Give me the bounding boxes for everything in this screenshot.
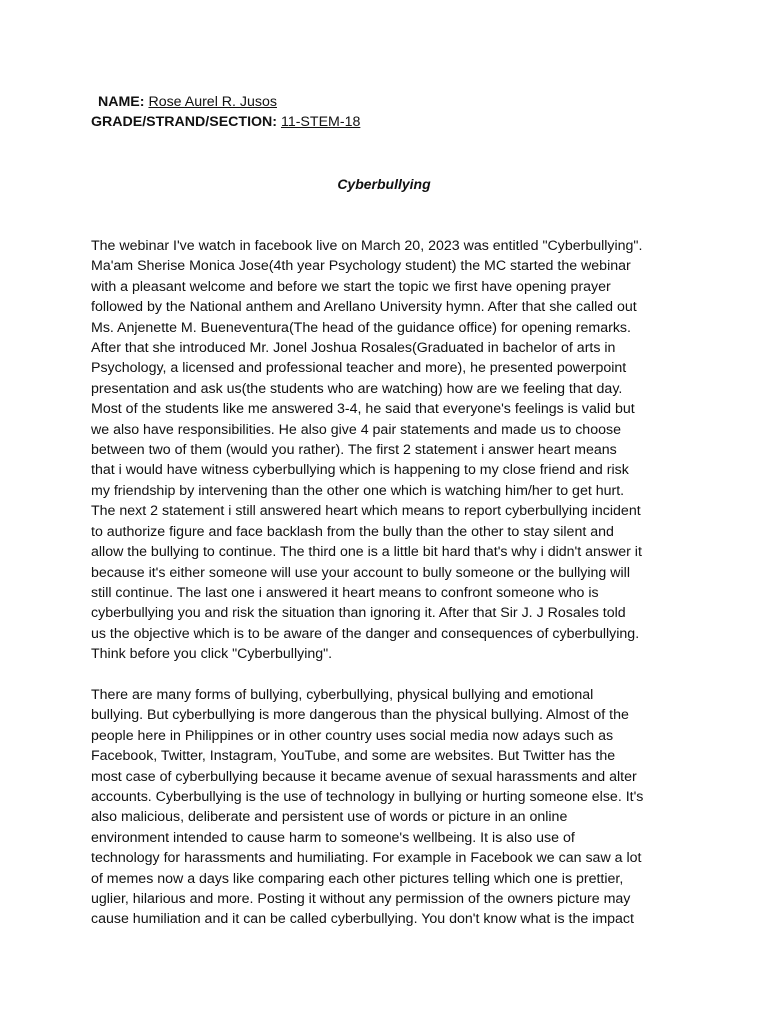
paragraph-forms-of-bullying — [91, 685, 691, 930]
text-line: allow the bullying to continue. The third one is a little bit hard that's why i didn't answer it — [91, 544, 642, 561]
name-line — [98, 93, 277, 112]
text-line: The next 2 statement i still answered heart which means to report cyberbullying incident — [91, 503, 641, 520]
text-line: Facebook, Twitter, Instagram, YouTube, and some are websites. But Twitter has the — [91, 748, 616, 765]
text-line: Think before you click "Cyberbullying". — [91, 646, 333, 663]
text-line: Ma'am Sherise Monica Jose(4th year Psychology student) the MC started the webinar — [91, 258, 631, 275]
name-label: NAME: — [98, 94, 145, 110]
text-line: with a pleasant welcome and before we start the topic we first have opening prayer — [91, 278, 611, 295]
text-line: us the objective which is to be aware of the danger and consequences of cyberbullying. — [91, 625, 640, 642]
section-line — [91, 113, 360, 132]
text-line: technology for harassments and humiliating. For example in Facebook we can saw a lot — [91, 850, 642, 867]
section-label: GRADE/STRAND/SECTION: — [91, 114, 278, 130]
text-line: because it's either someone will use your account to bully someone or the bullying will — [91, 564, 630, 581]
text-line: The webinar I've watch in facebook live on March 20, 2023 was entitled "Cyberbullying". — [91, 238, 643, 254]
text-line: presentation and ask us(the students who are watching) how are we feeling that day. — [91, 380, 623, 397]
document-title: Cyberbullying — [337, 176, 431, 192]
text-line: that i would have witness cyberbullying which is happening to my close friend and risk — [91, 462, 629, 479]
name-value: Rose Aurel R. Jusos — [148, 94, 277, 110]
text-line: also malicious, deliberate and persistent use of words or picture in an online — [91, 809, 568, 826]
text-line: Ms. Anjenette M. Bueneventura(The head of the guidance office) for opening remarks. — [91, 319, 631, 336]
text-line: Psychology, a licensed and professional teacher and more), he presented powerpoint — [91, 360, 627, 377]
text-line: uglier, hilarious and more. Posting it without any permission of the owners picture may — [91, 891, 631, 908]
text-line: most case of cyberbullying because it became avenue of sexual harassments and alter — [91, 768, 637, 785]
text-line: between two of them (would you rather). The first 2 statement i answer heart means — [91, 442, 617, 459]
text-line: bullying. But cyberbullying is more dangerous than the physical bullying. Almost of the — [91, 707, 629, 724]
text-line: environment intended to cause harm to someone's wellbeing. It is also use of — [91, 829, 575, 846]
text-line: we also have responsibilities. He also give 4 pair statements and made us to choose — [91, 421, 621, 438]
paragraph-webinar-summary — [91, 236, 691, 665]
text-line: my friendship by intervening than the other one which is watching him/her to get hurt. — [91, 482, 625, 499]
text-line: There are many forms of bullying, cyberbullying, physical bullying and emotional — [91, 687, 594, 703]
text-line: Most of the students like me answered 3-4, he said that everyone's feelings is valid but — [91, 401, 635, 418]
text-line: people here in Philippines or in other country uses social media now adays such as — [91, 727, 614, 744]
text-line: After that she introduced Mr. Jonel Joshua Rosales(Graduated in bachelor of arts in — [91, 340, 616, 357]
text-line: followed by the National anthem and Arellano University hymn. After that she called out — [91, 299, 637, 316]
text-line: to authorize figure and face backlash from the bully than the other to stay silent and — [91, 523, 614, 540]
text-line: cause humiliation and it can be called cyberbullying. You don't know what is the impact — [91, 911, 634, 928]
text-line: cyberbullying you and risk the situation than ignoring it. After that Sir J. J Rosales told — [91, 605, 626, 622]
text-line: accounts. Cyberbullying is the use of technology in bullying or hurting someone else. It's — [91, 789, 644, 806]
text-line: of memes now a days like comparing each other pictures telling which one is prettier, — [91, 870, 624, 887]
section-value: 11-STEM-18 — [280, 114, 361, 130]
text-line: still continue. The last one i answered it heart means to confront someone who is — [91, 584, 599, 601]
